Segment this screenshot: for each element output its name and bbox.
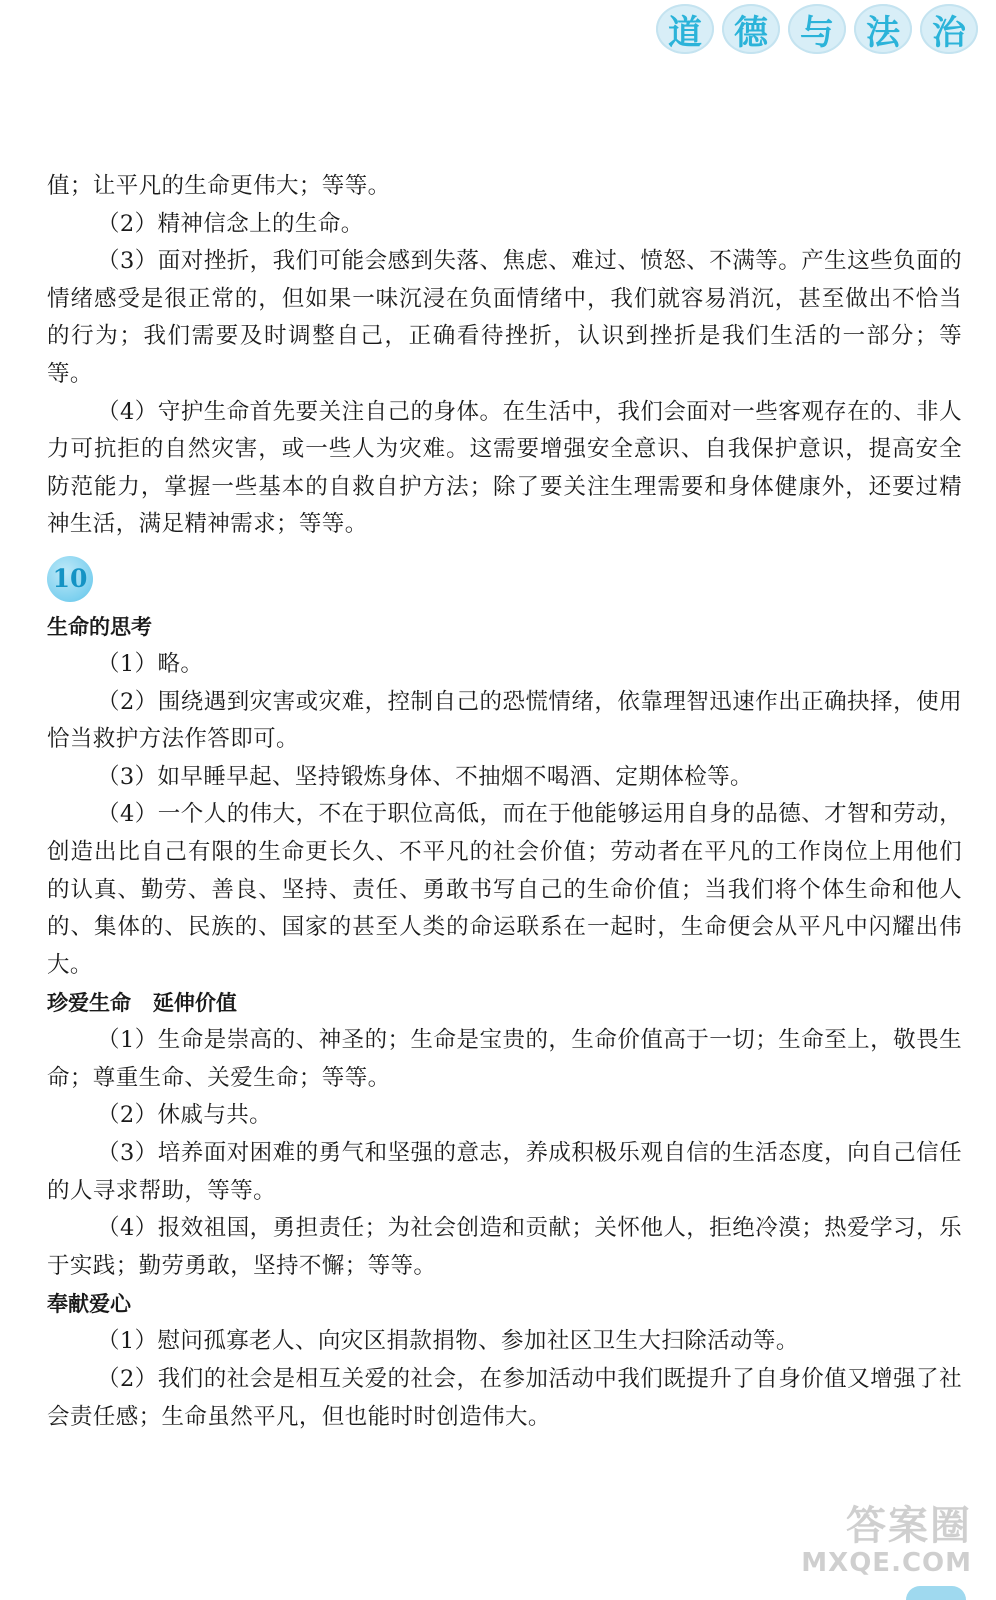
subject-char-badge: 法 <box>854 4 912 54</box>
answer-item: （2）围绕遇到灾害或灾难，控制自己的恐慌情绪，依靠理智迅速作出正确抉择，使用恰当救护方法作答即可。 <box>47 688 962 753</box>
watermark <box>801 1504 972 1578</box>
subject-char-badge: 与 <box>788 4 846 54</box>
answer-item: （2）精神信念上的生命。 <box>97 210 364 237</box>
answer-item: （2）我们的社会是相互关爱的社会，在参加活动中我们既提升了自身价值又增强了社会责任感；生命虽然平凡，但也能时时创造伟大。 <box>47 1366 962 1430</box>
section-heading: 生命的思考 <box>47 614 152 639</box>
subject-char-badge: 德 <box>722 4 780 54</box>
subject-header <box>656 4 978 54</box>
section-number-badge: 10 <box>47 556 93 602</box>
subject-char-badge: 治 <box>920 4 978 54</box>
watermark-logo-text: 答案圈 <box>846 1503 972 1549</box>
subject-char-badge: 道 <box>656 4 714 54</box>
answer-item: （3）培养面对困难的勇气和坚强的意志，养成积极乐观自信的生活态度，向自己信任的人寻求帮助，等等。 <box>47 1140 962 1204</box>
answer-item: （3）如早睡早起、坚持锻炼身体、不抽烟不喝酒、定期体检等。 <box>97 763 753 790</box>
answer-item: （3）面对挫折，我们可能会感到失落、焦虑、难过、愤怒、不满等。产生这些负面的情绪感受是很正常的，但如果一味沉浸在负面情绪中，我们就容易消沉，甚至做出不恰当的行为；我们需要及时调整自己，正确看待挫折，认识到挫折是我们生活的一部分；等等。 <box>47 248 962 387</box>
answer-content <box>47 168 962 1436</box>
answer-item: （4）守护生命首先要关注自己的身体。在生活中，我们会面对一些客观存在的、非人力可抗拒的自然灾害，或一些人为灾难。这需要增强安全意识、自我保护意识，提高安全防范能力，掌握一些基本的自救自护方法；除了要关注生理需要和身体健康外，还要过精神生活，满足精神需求；等等。 <box>47 398 962 538</box>
answer-item: （4）报效祖国，勇担责任；为社会创造和贡献；关怀他人，拒绝冷漠；热爱学习，乐于实践；勤劳勇敢，坚持不懈；等等。 <box>47 1215 962 1279</box>
answer-continuation: 值；让平凡的生命更伟大；等等。 <box>47 173 391 199</box>
answer-item: （1）慰问孤寡老人、向灾区捐款捐物、参加社区卫生大扫除活动等。 <box>97 1328 799 1355</box>
answer-item: （1）生命是崇高的、神圣的；生命是宝贵的，生命价值高于一切；生命至上，敬畏生命；尊重生命、关爱生命；等等。 <box>47 1027 962 1091</box>
answer-item: （1）略。 <box>97 650 204 677</box>
watermark-url: MXQE.COM <box>801 1548 972 1578</box>
answer-item: （2）休戚与共。 <box>97 1102 273 1129</box>
answer-item: （4）一个人的伟大，不在于职位高低，而在于他能够运用自身的品德、才智和劳动，创造出比自己有限的生命更长久、不平凡的社会价值；劳动者在平凡的工作岗位上用他们的认真、勤劳、善良、坚持、责任、勇敢书写自己的生命价值；当我们将个体生命和他人的、集体的、民族的、国家的甚至人类的命运联系在一起时，生命便会从平凡中闪耀出伟大。 <box>47 801 962 978</box>
section-heading: 珍爱生命 延伸价值 <box>47 991 237 1016</box>
corner-decoration <box>906 1586 966 1600</box>
section-heading: 奉献爱心 <box>47 1292 131 1317</box>
